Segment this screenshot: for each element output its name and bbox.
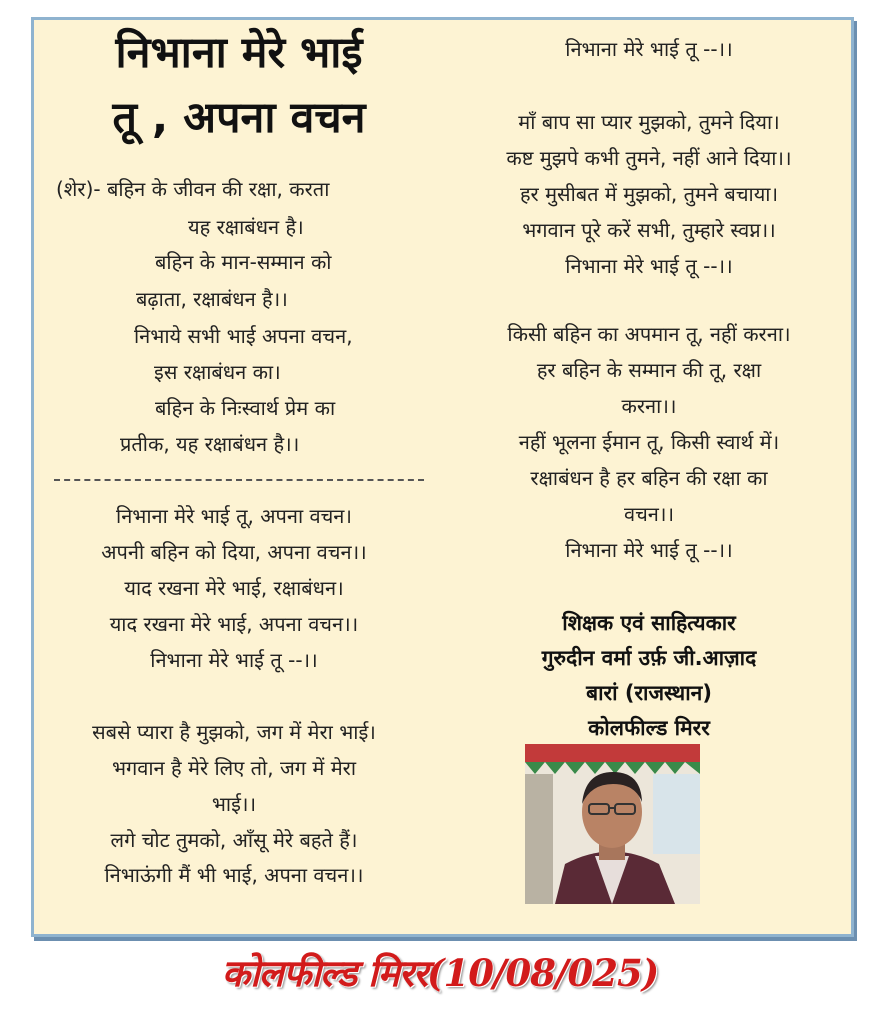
refrain-line: निभाना मेरे भाई तू --।। bbox=[565, 37, 733, 61]
author-portrait-image bbox=[525, 744, 700, 904]
sher-line: यह रक्षाबंधन है। bbox=[188, 215, 304, 239]
sher-line: निभाये सभी भाई अपना वचन, bbox=[134, 324, 353, 348]
sher-line: बहिन के निःस्वार्थ प्रेम का bbox=[155, 396, 336, 420]
sher-line: बढ़ाता, रक्षाबंधन है।। bbox=[136, 287, 288, 311]
poem-title-line-1: निभाना मेरे भाई bbox=[115, 28, 363, 78]
sher-line: बहिन के मान-सम्मान को bbox=[155, 250, 332, 274]
poem-title-line-2: तू , अपना वचन bbox=[112, 93, 366, 143]
stanza-line: निभाना मेरे भाई तू --।। bbox=[565, 254, 733, 278]
stanza-line: करना।। bbox=[621, 394, 677, 418]
stanza-line: निभाना मेरे भाई तू --।। bbox=[565, 538, 733, 562]
stanza-line: याद रखना मेरे भाई, रक्षाबंधन। bbox=[124, 576, 344, 600]
author-title: शिक्षक एवं साहित्यकार bbox=[562, 611, 736, 635]
stanza-line: याद रखना मेरे भाई, अपना वचन।। bbox=[109, 612, 359, 636]
stanza-line: लगे चोट तुमको, आँसू मेरे बहते हैं। bbox=[110, 828, 358, 852]
author-location: बारां (राजस्थान) bbox=[586, 681, 712, 705]
stanza-line: अपनी बहिन को दिया, अपना वचन।। bbox=[101, 540, 367, 564]
stanza-line: सबसे प्यारा है मुझको, जग में मेरा भाई। bbox=[92, 720, 376, 744]
footer-publication-date: कोलफील्ड मिरर(10/08/025) bbox=[221, 951, 659, 995]
left-column bbox=[34, 20, 434, 934]
sher-line: प्रतीक, यह रक्षाबंधन है।। bbox=[120, 432, 300, 456]
stanza-line: भगवान है मेरे लिए तो, जग में मेरा bbox=[111, 756, 357, 780]
stanza-line: भाई।। bbox=[211, 792, 257, 816]
stanza-line: हर मुसीबत में मुझको, तुमने बचाया। bbox=[519, 182, 779, 206]
stanza-line: हर बहिन के सम्मान की तू, रक्षा bbox=[536, 358, 762, 382]
stanza-line: निभाऊंगी मैं भी भाई, अपना वचन।। bbox=[104, 863, 364, 887]
stanza-line: वचन।। bbox=[623, 502, 675, 526]
dashed-divider bbox=[54, 479, 424, 481]
stanza-line: भगवान पूरे करें सभी, तुम्हारे स्वप्न।। bbox=[522, 218, 776, 242]
author-photo bbox=[525, 744, 700, 904]
stanza-line: नहीं भूलना ईमान तू, किसी स्वार्थ में। bbox=[518, 430, 780, 454]
stanza-line: किसी बहिन का अपमान तू, नहीं करना। bbox=[507, 322, 791, 346]
stanza-line: निभाना मेरे भाई तू --।। bbox=[150, 648, 318, 672]
author-name: गुरुदीन वर्मा उर्फ़ जी.आज़ाद bbox=[541, 646, 757, 670]
stanza-line: रक्षाबंधन है हर बहिन की रक्षा का bbox=[530, 466, 768, 490]
publication-name: कोलफील्ड मिरर bbox=[588, 716, 710, 740]
sher-line: (शेर)- बहिन के जीवन की रक्षा, करता bbox=[56, 177, 330, 201]
poem-card bbox=[31, 17, 854, 937]
stanza-line: माँ बाप सा प्यार मुझको, तुमने दिया। bbox=[518, 110, 780, 134]
stanza-line: कष्ट मुझपे कभी तुमने, नहीं आने दिया।। bbox=[506, 146, 792, 170]
sher-line: इस रक्षाबंधन का। bbox=[154, 360, 281, 384]
stanza-line: निभाना मेरे भाई तू, अपना वचन। bbox=[116, 504, 352, 528]
